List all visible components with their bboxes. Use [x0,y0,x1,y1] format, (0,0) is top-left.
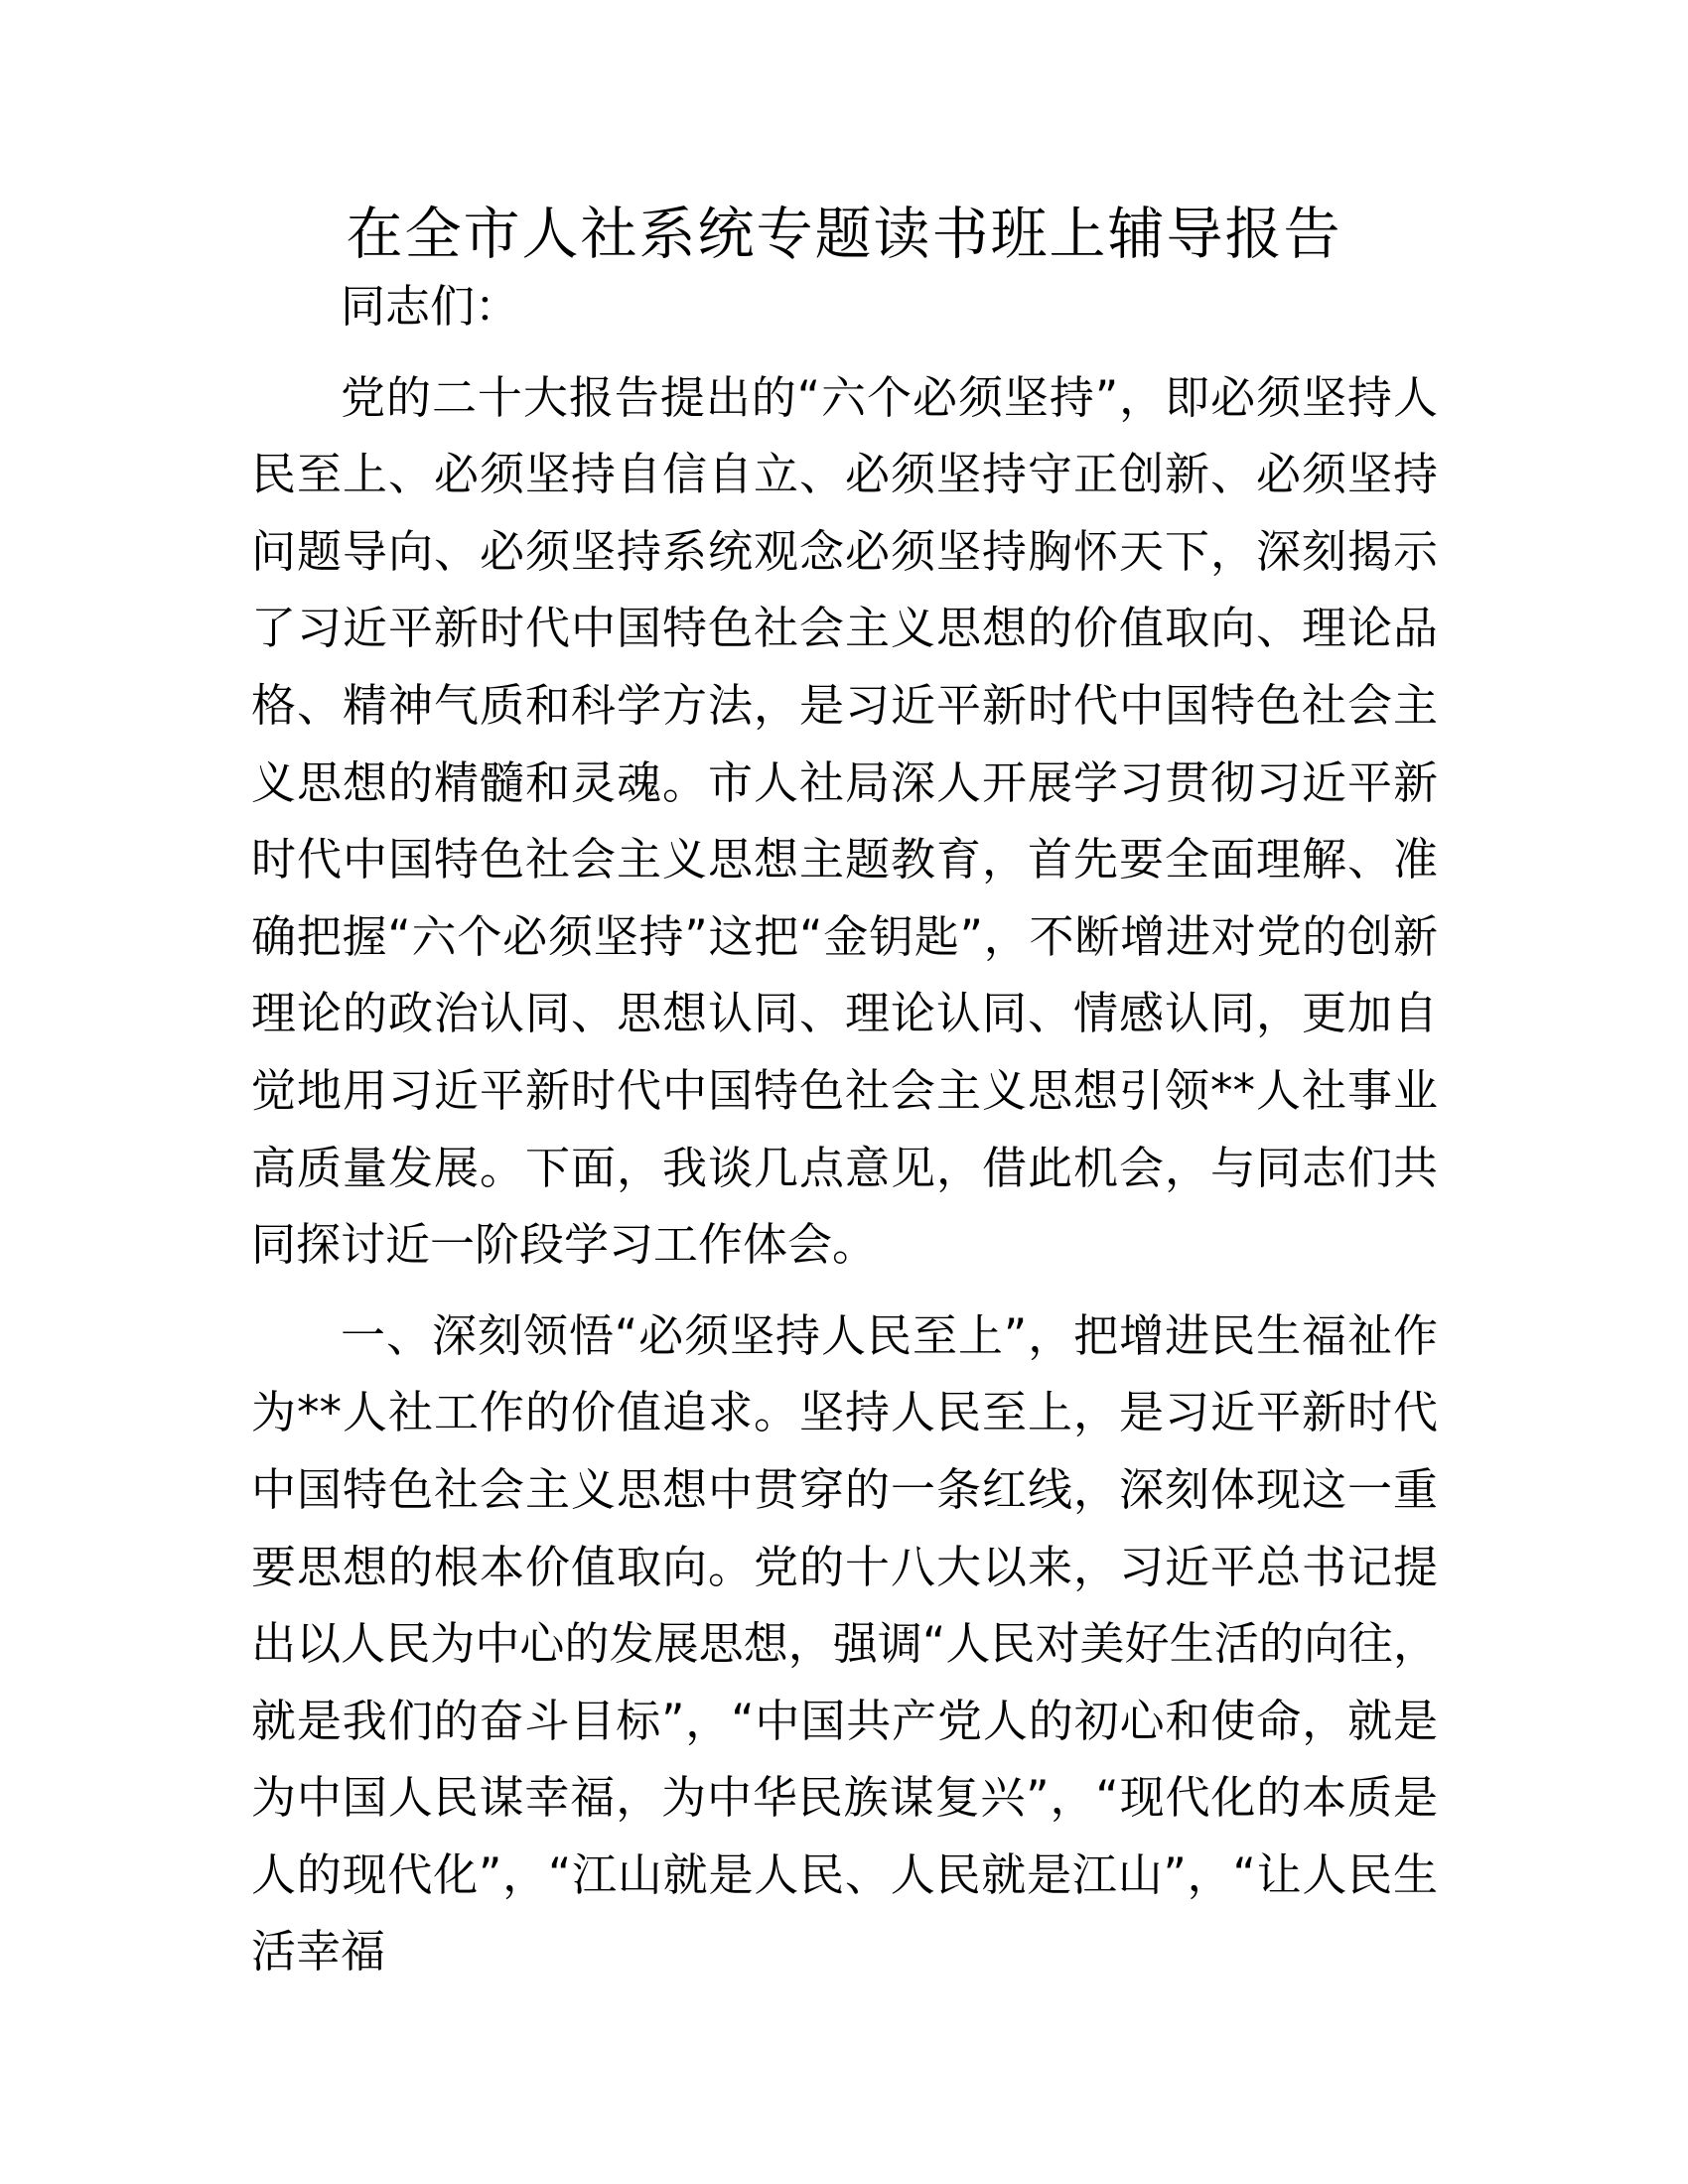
document-title: 在全市人社系统专题读书班上辅导报告 [346,202,1342,267]
paragraph-intro: 党的二十大报告提出的“六个必须坚持”，即必须坚持人民至上、必须坚持自信自立、必须坚持守正创新、必须坚持问题导向、必须坚持系统观念必须坚持胸怀天下，深刻揭示了习近平新时代中国特色社会主义思想的价值取向、理论品格、精神气质和科学方法，是习近平新时代中国特色社会主义思想的精髓和灵魂。市人社局深人开展学习贯彻习近平新时代中国特色社会主义思想主题教育，首先要全面理解、准确把握“六个必须坚持”这把“金钥匙”，不断增进对党的创新理论的政治认同、思想认同、理论认同、情感认同，更加自觉地用习近平新时代中国特色社会主义思想引领**人社事业高质量发展。下面，我谈几点意见，借此机会，与同志们共同探讨近一阶段学习工作体会。 [251,370,1438,1272]
salutation: 同志们： [341,280,520,333]
document-body [251,268,1438,1990]
paragraph-section-one: 一、深刻领悟“必须坚持人民至上”，把增进民生福祉作为**人社工作的价值追求。坚持人民至上，是习近平新时代中国特色社会主义思想中贯穿的一条红线，深刻体现这一重要思想的根本价值取向。党的十八大以来，习近平总书记提出以人民为中心的发展思想，强调“人民对美好生活的向往，就是我们的奋斗目标”，“中国共产党人的初心和使命，就是为中国人民谋幸福，为中华民族谋复兴”，“现代化的本质是人的现代化”，“江山就是人民、人民就是江山”，“让人民生活幸福 [251,1308,1438,1979]
